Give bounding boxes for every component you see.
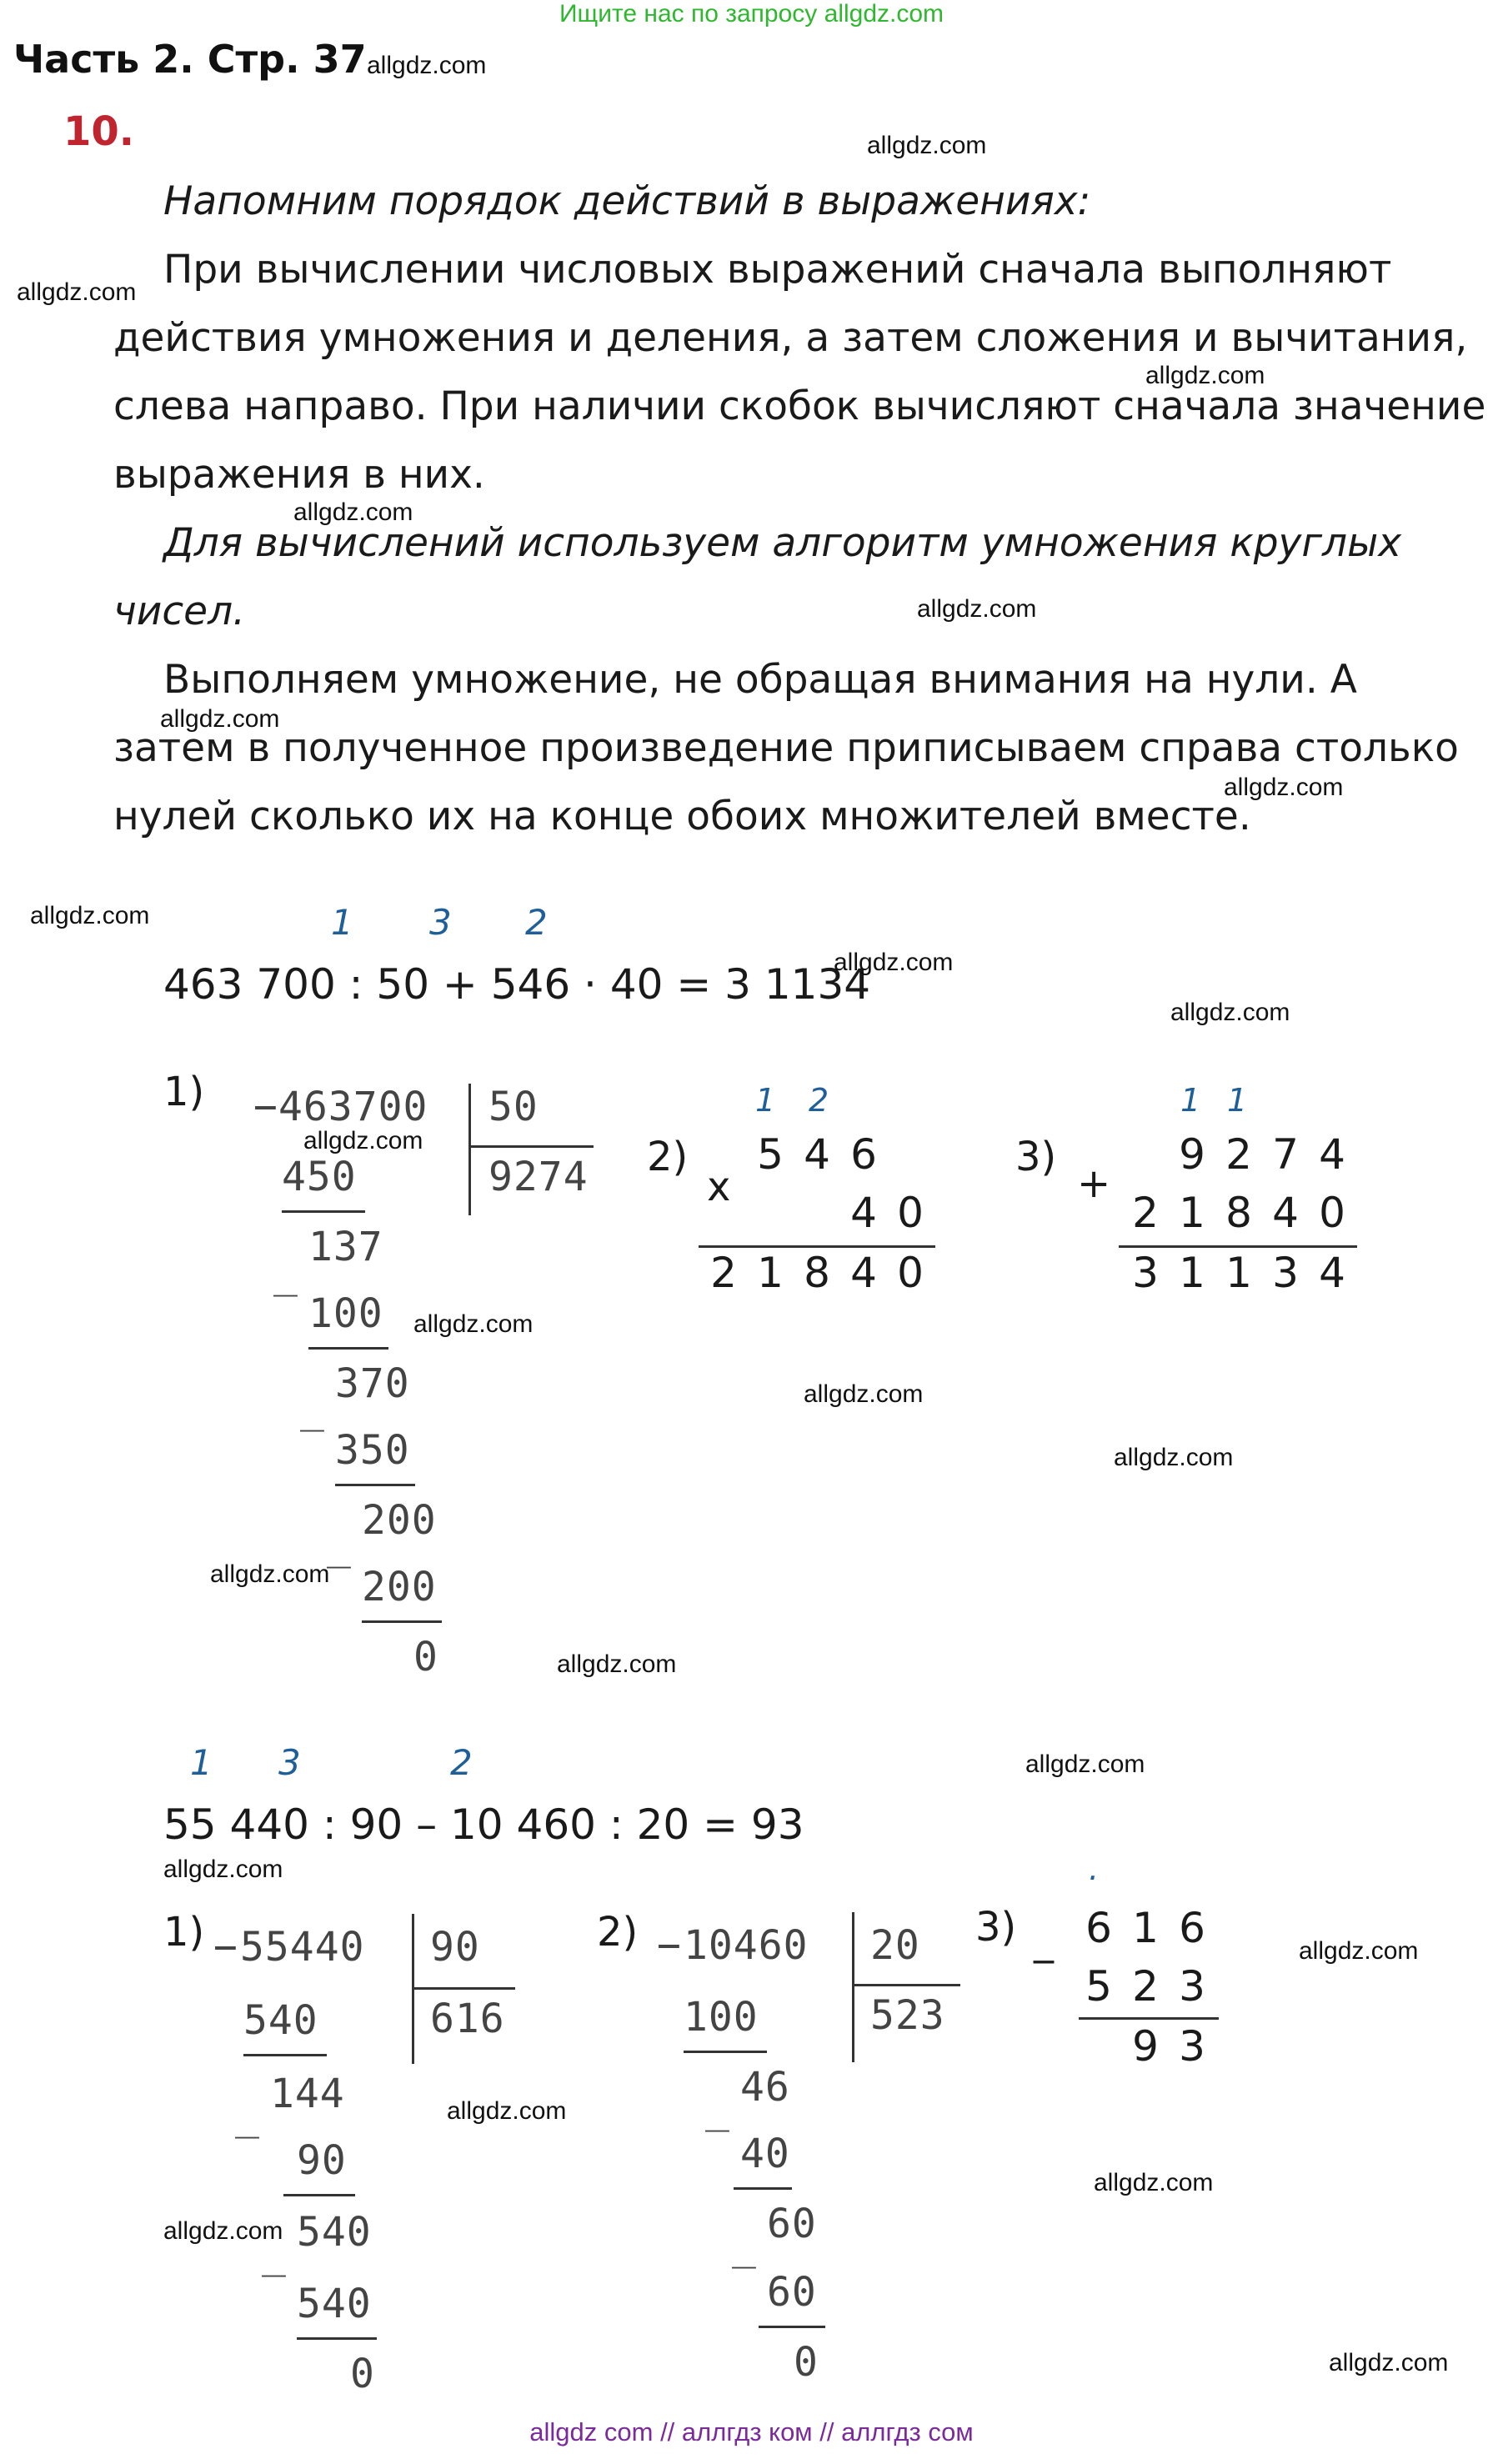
digit: 4: [1319, 1130, 1345, 1179]
multiplicand: [747, 1130, 887, 1179]
watermark: allgdz.com: [867, 132, 987, 159]
watermark: allgdz.com: [1025, 1750, 1145, 1778]
division-row: 350: [335, 1427, 410, 1474]
minus-sign: _: [1034, 1917, 1054, 1964]
method-line: Выполняем умножение, не обращая внимания на нули. А: [163, 657, 1357, 703]
minus-sign: _: [300, 1385, 325, 1432]
digit: 6: [850, 1130, 877, 1179]
difference-line: [1079, 2017, 1219, 2020]
watermark: allgdz.com: [30, 902, 150, 929]
watermark: allgdz.com: [1094, 2169, 1214, 2196]
watermark: allgdz.com: [804, 1380, 924, 1408]
digit: 6: [1085, 1904, 1112, 1952]
digit: 1: [1179, 1249, 1205, 1297]
step-label: 2): [647, 1134, 689, 1180]
watermark: allgdz.com: [557, 1650, 677, 1678]
minus-sign: _: [235, 2092, 260, 2139]
division-underline: [297, 2337, 377, 2340]
watermark: allgdz.com: [413, 1310, 534, 1338]
task-number: 10.: [63, 108, 135, 155]
division-row: 40: [740, 2131, 790, 2177]
dividend: 55440: [240, 1924, 365, 1971]
digit: 8: [804, 1249, 830, 1297]
digit: 3: [1179, 1962, 1205, 2011]
step-label: 1): [163, 1909, 205, 1956]
division-row: 540: [297, 2281, 372, 2327]
division-underline: [243, 2054, 327, 2056]
quotient-line: [852, 1984, 960, 1986]
division-row: 540: [243, 1997, 318, 2044]
division-row: 144: [270, 2071, 345, 2117]
division-row: 450: [282, 1154, 357, 1200]
division-row: 100: [308, 1290, 383, 1337]
rules-line: При вычислении числовых выражений сначала выполняют: [163, 247, 1392, 293]
division-row: 90: [297, 2137, 347, 2184]
method-line: нулей сколько их на конце обоих множителей вместе.: [113, 794, 1251, 839]
digit: 4: [804, 1130, 830, 1179]
digit: 0: [1319, 1189, 1345, 1237]
divisor: 50: [488, 1084, 539, 1130]
digit: 5: [1085, 1962, 1112, 2011]
division-row: 200: [362, 1497, 437, 1544]
watermark: allgdz.com: [1299, 1937, 1419, 1965]
digit: 3: [1132, 1249, 1159, 1297]
quotient-line: [412, 1987, 515, 1990]
division-underline: [282, 1210, 365, 1213]
division-underline: [759, 2326, 825, 2328]
method-line: затем в полученное произведение приписываем справа столько: [113, 725, 1459, 771]
digit: 3: [1179, 2022, 1205, 2071]
division-underline: [362, 1620, 442, 1623]
watermark: allgdz.com: [17, 278, 137, 306]
subtrahend: [1075, 1962, 1215, 2011]
quotient-line: [468, 1145, 594, 1148]
division-minus: −: [213, 1924, 238, 1971]
division-row: 200: [362, 1564, 437, 1610]
carry-digit: 1: [755, 1082, 776, 1119]
digit: 5: [757, 1130, 784, 1179]
digit: 2: [1225, 1130, 1252, 1179]
quotient: 616: [430, 1996, 505, 2042]
carry-digit: 1: [1227, 1082, 1248, 1119]
top-banner[interactable]: Ищите нас по запросу allgdz.com: [559, 0, 944, 28]
division-row: 0: [413, 1634, 438, 1680]
minus-sign: _: [732, 2222, 757, 2269]
division-row: 540: [297, 2209, 372, 2256]
division-underline: [684, 2051, 767, 2053]
division-row: 370: [335, 1360, 410, 1407]
rules-intro: Напомним порядок действий в выражениях:: [163, 178, 1091, 224]
watermark: allgdz.com: [1170, 999, 1290, 1026]
expression-2: 55 440 : 90 – 10 460 : 20 = 93: [163, 1800, 804, 1849]
division-underline: [734, 2187, 792, 2190]
minus-sign: _: [705, 2086, 730, 2132]
division-row: 137: [308, 1224, 383, 1270]
watermark: allgdz.com: [367, 52, 487, 79]
digit: 6: [1179, 1904, 1205, 1952]
watermark: allgdz.com: [163, 1856, 283, 1883]
step-label: 3): [1015, 1134, 1057, 1180]
division-row: 0: [350, 2351, 375, 2397]
algorithm-line: чисел.: [113, 588, 246, 634]
plus-sign: +: [1077, 1160, 1111, 1207]
page-heading: Часть 2. Стр. 37: [13, 37, 367, 82]
watermark: allgdz.com: [917, 595, 1037, 623]
rules-line: выражения в них.: [113, 452, 485, 498]
division-row: 0: [794, 2339, 819, 2386]
digit: 2: [1132, 1962, 1159, 2011]
division-row: 46: [740, 2064, 790, 2111]
rules-line: действия умножения и деления, а затем сложения и вычитания,: [113, 315, 1468, 361]
digit: 7: [1272, 1130, 1299, 1179]
digit: 4: [850, 1189, 877, 1237]
digit: 1: [1179, 1189, 1205, 1237]
watermark: allgdz.com: [834, 949, 954, 976]
divisor: 20: [870, 1922, 920, 1969]
minus-sign: _: [273, 1250, 298, 1297]
order-mark: 1: [190, 1742, 213, 1783]
minus-sign: _: [262, 2231, 287, 2277]
digit: 1: [1132, 1904, 1159, 1952]
order-mark: 2: [525, 902, 548, 943]
carry-digit: 1: [1180, 1082, 1201, 1119]
order-mark: 3: [278, 1742, 301, 1783]
watermark: allgdz.com: [293, 498, 413, 526]
digit: 1: [757, 1249, 784, 1297]
step-label: 2): [597, 1909, 639, 1956]
digit: 0: [897, 1189, 924, 1237]
division-row: 60: [767, 2269, 817, 2316]
footer-links[interactable]: allgdz com // аллгдз ком // аллгдз сом: [529, 2417, 974, 2446]
product: [700, 1249, 934, 1297]
multiplier: [840, 1189, 934, 1237]
carry-digit: 2: [809, 1082, 829, 1119]
watermark: allgdz.com: [303, 1127, 423, 1154]
addend-top: [1169, 1130, 1355, 1179]
watermark: allgdz.com: [1224, 774, 1344, 801]
difference: [1122, 2022, 1215, 2071]
digit: 9: [1132, 2022, 1159, 2071]
digit: 1: [1225, 1249, 1252, 1297]
step-label: 1): [163, 1069, 205, 1115]
minuend: [1075, 1904, 1215, 1952]
quotient: 523: [870, 1992, 945, 2039]
product-line: [699, 1245, 935, 1248]
digit: 4: [1272, 1189, 1299, 1237]
digit: 2: [710, 1249, 737, 1297]
dividend: 463700: [278, 1084, 428, 1130]
order-mark: 1: [331, 902, 353, 943]
division-minus: −: [657, 1922, 682, 1969]
step-label: 3): [975, 1904, 1017, 1951]
quotient: 9274: [488, 1154, 589, 1200]
watermark: allgdz.com: [1145, 362, 1265, 389]
digit: 4: [1319, 1249, 1345, 1297]
division-row: 100: [684, 1994, 759, 2041]
watermark: allgdz.com: [160, 705, 280, 733]
watermark: allgdz.com: [210, 1560, 330, 1588]
divisor: 90: [430, 1924, 480, 1971]
order-mark: 2: [450, 1742, 473, 1783]
rules-line: слева направо. При наличии скобок вычисляют сначала значение: [113, 383, 1486, 429]
sum-line: [1119, 1245, 1357, 1248]
order-mark: 3: [429, 902, 452, 943]
digit: 0: [897, 1249, 924, 1297]
watermark: allgdz.com: [163, 2217, 283, 2245]
addend-bottom: [1122, 1189, 1355, 1237]
division-bar: [468, 1084, 471, 1215]
digit: 8: [1225, 1189, 1252, 1237]
digit: 2: [1132, 1189, 1159, 1237]
minus-sign: _: [327, 1522, 352, 1569]
division-bar: [852, 1912, 854, 2062]
algorithm-line: Для вычислений используем алгоритм умножения круглых: [163, 520, 1402, 566]
division-row: 60: [767, 2201, 817, 2247]
division-underline: [308, 1347, 388, 1350]
division-underline: [335, 1484, 415, 1486]
watermark: allgdz.com: [1329, 2349, 1449, 2376]
sum: [1122, 1249, 1355, 1297]
multiply-sign: x: [707, 1164, 731, 1210]
watermark: allgdz.com: [447, 2097, 567, 2125]
digit: 3: [1272, 1249, 1299, 1297]
borrow-dot: .: [1089, 1851, 1100, 1887]
digit: 4: [850, 1249, 877, 1297]
division-minus: −: [253, 1084, 278, 1130]
division-underline: [283, 2194, 355, 2196]
expression-1: 463 700 : 50 + 546 · 40 = 3 1134: [163, 960, 871, 1009]
watermark: allgdz.com: [1114, 1444, 1234, 1471]
digit: 9: [1179, 1130, 1205, 1179]
dividend: 10460: [684, 1922, 809, 1969]
